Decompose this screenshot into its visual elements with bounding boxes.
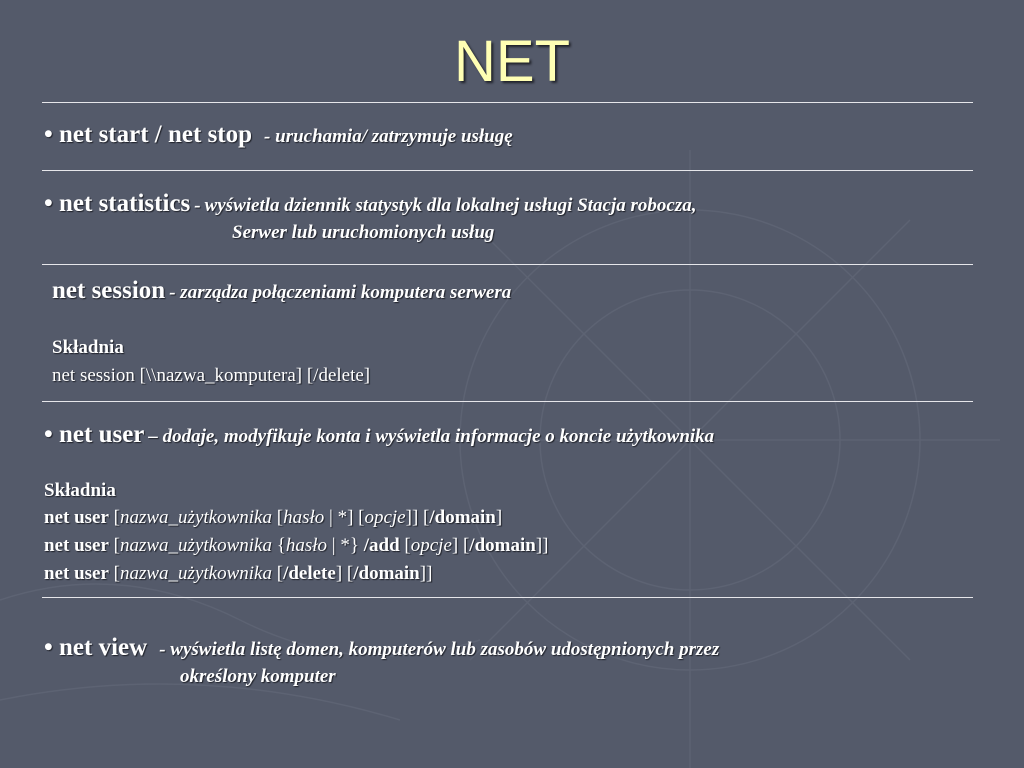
syntax-cmd: net user xyxy=(44,563,109,584)
net-session-description: - zarządza połączeniami komputera serwera xyxy=(169,282,512,303)
net-session-row xyxy=(52,277,511,305)
divider xyxy=(42,102,973,103)
divider xyxy=(42,597,973,598)
syntax-cmd: net user xyxy=(44,507,109,528)
net-start-stop-description: - uruchamia/ zatrzymuje usługę xyxy=(264,126,513,147)
syntax-delete: /delete xyxy=(283,563,336,584)
net-user-syntax-line-2: net user [nazwa_użytkownika {hasło | *} /add [opcje] [/domain]] xyxy=(44,535,549,556)
divider xyxy=(42,401,973,402)
net-view-description-line1: - wyświetla listę domen, komputerów lub zasobów udostępnionych przez xyxy=(159,639,720,660)
net-statistics-row xyxy=(44,190,697,218)
syntax-add: /add xyxy=(363,535,400,556)
net-user-description: – dodaje, modyfikuje konta i wyświetla informacje o koncie użytkownika xyxy=(148,426,715,447)
net-statistics-dash: - xyxy=(194,195,201,216)
net-statistics-description-line1: wyświetla dziennik statystyk dla lokalnej usługi Stacja robocza, xyxy=(204,195,697,216)
net-user-command: • net user xyxy=(44,421,145,448)
net-start-stop-command: • net start / net stop xyxy=(44,121,253,148)
syntax-options: opcje xyxy=(410,535,452,556)
syntax-password: hasło xyxy=(283,507,325,528)
syntax-username: nazwa_użytkownika xyxy=(119,563,272,584)
syntax-password: hasło xyxy=(285,535,328,556)
syntax-options: opcje xyxy=(364,507,406,528)
syntax-domain: /domain xyxy=(429,507,496,528)
net-user-syntax-line-3: net user [nazwa_użytkownika [/delete] [/domain]] xyxy=(44,563,433,584)
divider xyxy=(42,170,973,171)
net-user-row xyxy=(44,421,714,449)
syntax-domain: /domain xyxy=(469,535,536,556)
syntax-star: * xyxy=(337,507,348,528)
syntax-star: * xyxy=(340,535,350,556)
net-session-command: net session xyxy=(52,277,166,304)
net-start-stop-row xyxy=(44,121,513,149)
net-view-row xyxy=(44,634,719,662)
net-user-syntax-line-1: net user [nazwa_użytkownika [hasło | *] [opcje]] [/domain] xyxy=(44,507,503,528)
net-view-description-line2: określony komputer xyxy=(180,666,336,687)
syntax-cmd: net user xyxy=(44,535,109,556)
net-statistics-command: • net statistics xyxy=(44,190,191,217)
divider xyxy=(42,264,973,265)
syntax-username: nazwa_użytkownika xyxy=(119,535,272,556)
syntax-username: nazwa_użytkownika xyxy=(119,507,272,528)
net-view-command: • net view xyxy=(44,634,148,661)
net-session-syntax-heading: Składnia xyxy=(52,337,124,358)
net-statistics-description-line2: Serwer lub uruchomionych usług xyxy=(232,222,495,243)
slide-title: NET xyxy=(454,29,570,94)
syntax-domain: /domain xyxy=(353,563,420,584)
net-session-syntax-line: net session [\\nazwa_komputera] [/delete] xyxy=(52,365,371,386)
net-user-syntax-heading: Składnia xyxy=(44,480,116,501)
